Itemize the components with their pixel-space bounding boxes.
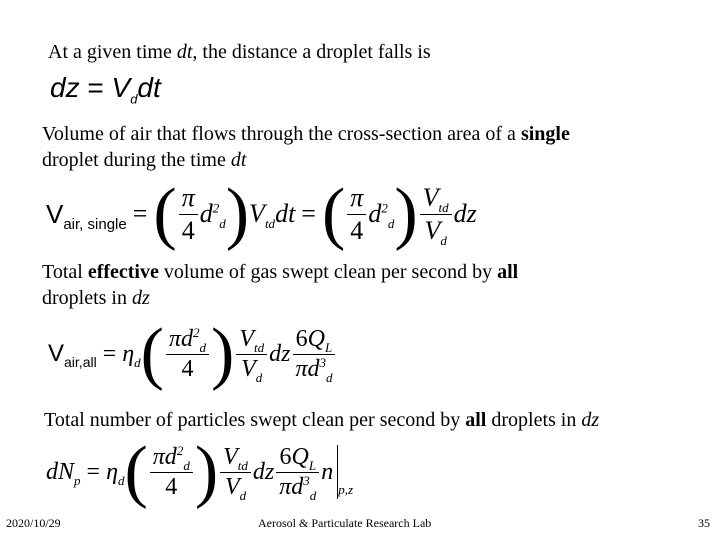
- text-line-4: Total number of particles swept clean per second by all droplets in dz: [44, 409, 600, 431]
- text-line-3b: droplets in dz: [42, 287, 150, 309]
- equation-particles-swept: $dN_p$ = $\eta_d$ ( $\frac{\pi d^2_d}{4}$ ) $\frac{V_{td}}{V_d}$ dz $\frac{6Q_L}{\pi d^3_d}$ n p,z: [46, 433, 354, 510]
- text-line-1: At a given time dt, the distance a droplet falls is: [48, 41, 431, 63]
- text-line-2: Volume of air that flows through the cross-section area of a single: [42, 123, 570, 145]
- equation-fall-distance: dz = $V_ddt$: [50, 72, 161, 107]
- equation-volume-single: $V_{air, single}$ = ( $\frac{\pi}{4}$ $d^2_d$ ) $V_{td}dt$ = ( $\frac{\pi}{4}$ $d^2_d$ ) $\frac{V_{td}}{V_d}$ dz: [46, 175, 477, 252]
- footer-date: 2020/10/29: [6, 516, 61, 530]
- footer-lab: Aerosol & Particulate Research Lab: [258, 516, 432, 530]
- text-line-3: Total effective volume of gas swept clean per second by all: [42, 261, 519, 283]
- equation-volume-all: $V_{air,all}$ = $\eta_d$ ( $\frac{\pi d^2_d}{4}$ ) $\frac{V_{td}}{V_d}$ dz $\frac{6Q_L}{\pi d^3_d}$: [48, 314, 337, 394]
- footer-page-number: 35: [698, 516, 710, 530]
- text-line-2b: droplet during the time dt: [42, 149, 247, 171]
